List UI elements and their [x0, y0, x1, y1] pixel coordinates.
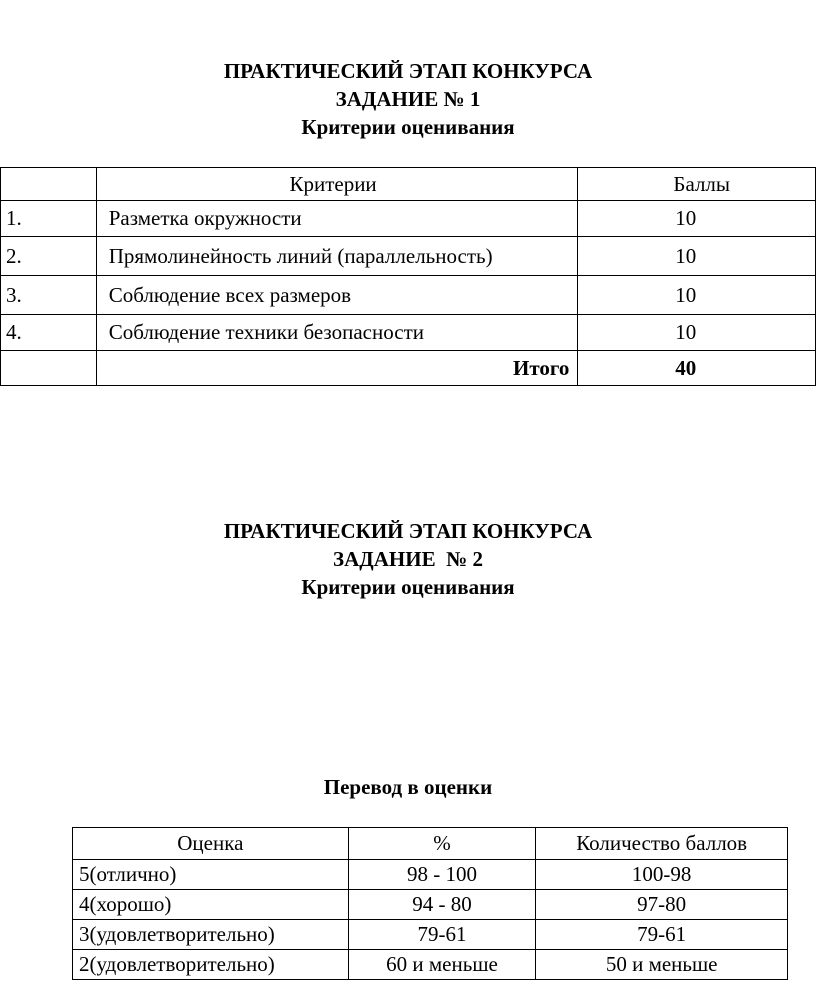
row-percent: 94 - 80 — [348, 890, 536, 920]
row-percent: 98 - 100 — [348, 860, 536, 890]
row-number: 4. — [1, 315, 97, 351]
task2-number: ЗАДАНИЕ № 2 — [333, 547, 483, 571]
row-grade: 5(отлично) — [73, 860, 349, 890]
header-percent: % — [348, 828, 536, 860]
conversion-heading — [0, 773, 816, 801]
row-number: 1. — [1, 201, 97, 237]
criteria-table — [0, 167, 816, 386]
header-criteria: Критерии — [96, 168, 578, 201]
table-row — [1, 237, 816, 276]
total-value: 40 — [578, 351, 816, 386]
row-points: 10 — [578, 276, 816, 315]
header-points-count: Количество баллов — [536, 828, 788, 860]
criteria-table-header — [1, 168, 816, 201]
row-criterion: Прямолинейность линий (параллельность) — [96, 237, 578, 276]
table-row — [73, 860, 788, 890]
row-percent: 79-61 — [348, 920, 536, 950]
header-points: Баллы — [578, 168, 816, 201]
task1-criteria-title: Критерии оценивания — [301, 115, 515, 139]
row-points: 10 — [578, 315, 816, 351]
table-row — [1, 201, 816, 237]
row-criterion: Соблюдение техники безопасности — [96, 315, 578, 351]
header-grade: Оценка — [73, 828, 349, 860]
task2-stage-title: ПРАКТИЧЕСКИЙ ЭТАП КОНКУРСА — [223, 519, 593, 543]
total-label: Итого — [96, 351, 578, 386]
row-criterion: Соблюдение всех размеров — [96, 276, 578, 315]
conversion-title: Перевод в оценки — [323, 775, 493, 799]
row-points: 10 — [578, 201, 816, 237]
row-points-count: 97-80 — [536, 890, 788, 920]
task2-criteria-title: Критерии оценивания — [301, 575, 515, 599]
row-grade: 3(удовлетворительно) — [73, 920, 349, 950]
row-points-count: 79-61 — [536, 920, 788, 950]
grades-table — [72, 827, 788, 980]
task1-number: ЗАДАНИЕ № 1 — [335, 87, 481, 111]
row-points-count: 50 и меньше — [536, 950, 788, 980]
table-row — [73, 890, 788, 920]
row-number: 2. — [1, 237, 97, 276]
table-row — [1, 315, 816, 351]
grades-table-header — [73, 828, 788, 860]
row-points-count: 100-98 — [536, 860, 788, 890]
row-criterion: Разметка окружности — [96, 201, 578, 237]
row-points: 10 — [578, 237, 816, 276]
table-row — [73, 950, 788, 980]
table-row — [73, 920, 788, 950]
task1-stage-title: ПРАКТИЧЕСКИЙ ЭТАП КОНКУРСА — [223, 59, 593, 83]
row-grade: 2(удовлетворительно) — [73, 950, 349, 980]
row-number: 3. — [1, 276, 97, 315]
task1-heading — [0, 57, 816, 141]
row-grade: 4(хорошо) — [73, 890, 349, 920]
task2-heading — [0, 517, 816, 601]
table-row — [1, 276, 816, 315]
total-empty-cell — [1, 351, 97, 386]
total-row — [1, 351, 816, 386]
header-number — [1, 168, 97, 201]
row-percent: 60 и меньше — [348, 950, 536, 980]
